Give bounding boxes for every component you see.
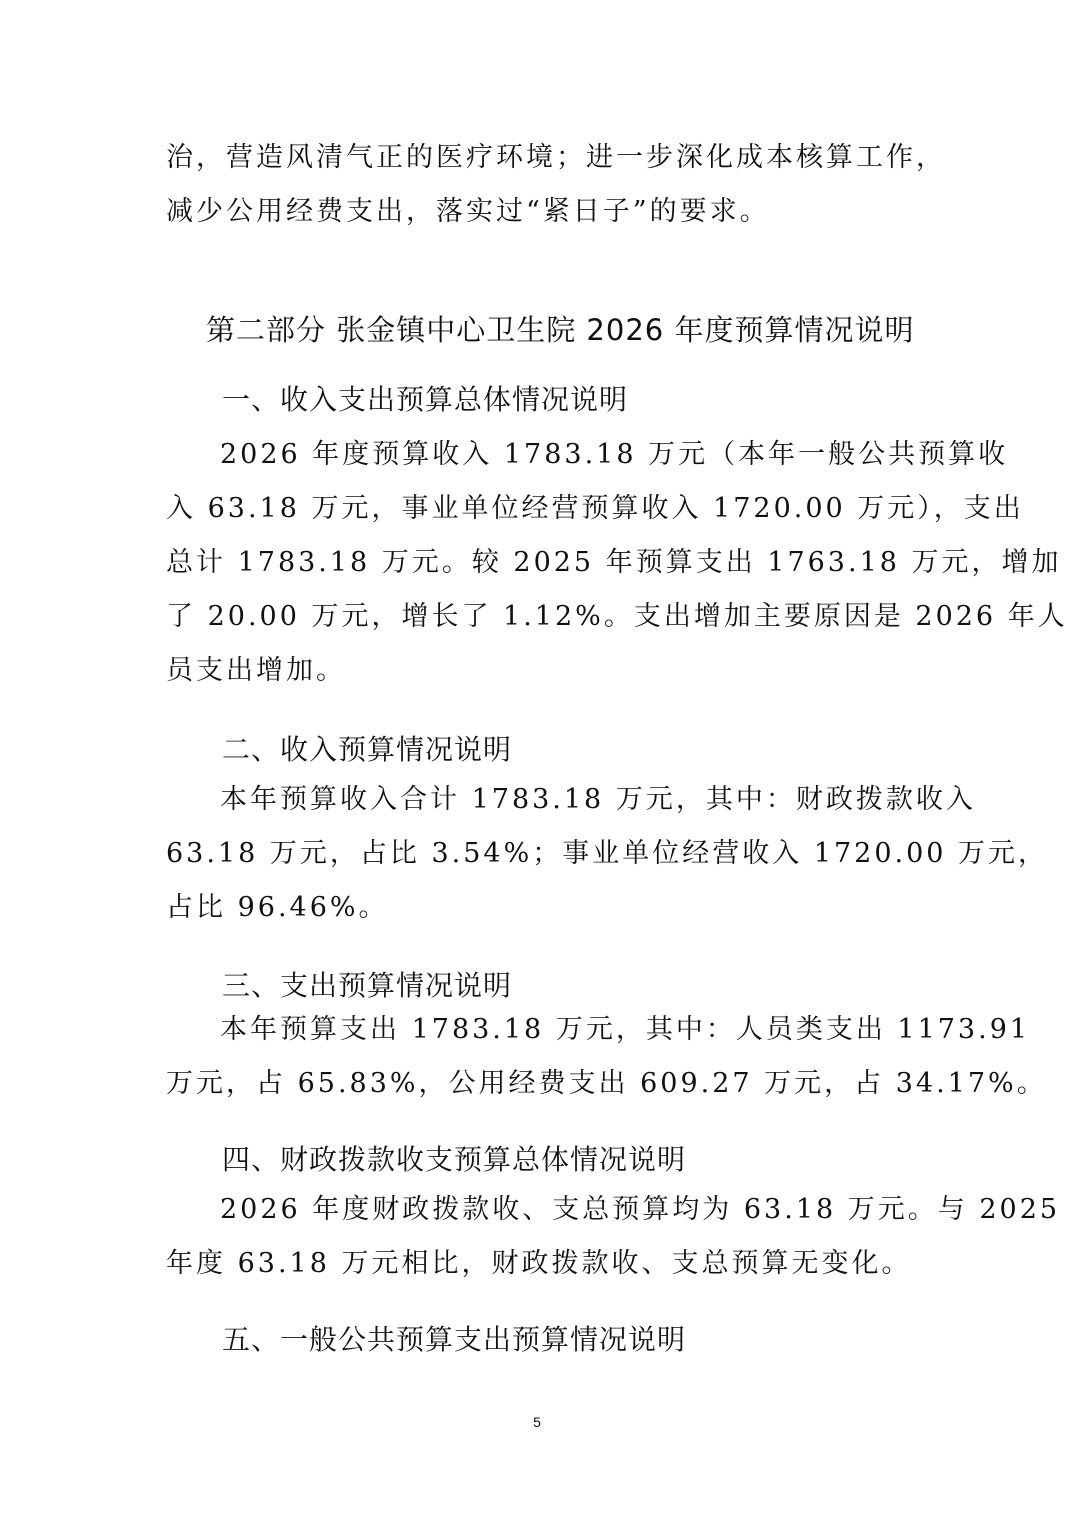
paragraph-line: 治，营造风清气正的医疗环境；进一步深化成本核算工作，: [166, 142, 946, 173]
section-heading-1: 一、收入支出预算总体情况说明: [222, 383, 629, 416]
paragraph-line: 减少公用经费支出，落实过“紧日子”的要求。: [166, 196, 770, 227]
section-4-body: [166, 1183, 1060, 1291]
paragraph-line: 本年预算支出 1783.18 万元，其中：人员类支出 1173.91: [220, 1014, 1031, 1045]
paragraph-line: 入 63.18 万元，事业单位经营预算收入 1720.00 万元），支出: [166, 493, 1024, 524]
paragraph-line: 2026 年度预算收入 1783.18 万元（本年一般公共预算收: [220, 439, 1009, 470]
section-heading-4: 四、财政拨款收支预算总体情况说明: [222, 1143, 687, 1176]
part-title: 第二部分 张金镇中心卫生院 2026 年度预算情况说明: [206, 313, 915, 347]
paragraph-line: 员支出增加。: [166, 655, 346, 686]
section-2-body: [166, 773, 1048, 935]
section-heading-5: 五、一般公共预算支出预算情况说明: [222, 1323, 687, 1356]
paragraph-line: 占比 96.46%。: [166, 892, 389, 923]
paragraph-line: 2026 年度财政拨款收、支总预算均为 63.18 万元。与 2025: [220, 1194, 1061, 1225]
paragraph-line: 年度 63.18 万元相比，财政拨款收、支总预算无变化。: [166, 1248, 912, 1279]
paragraph-line: 了 20.00 万元，增长了 1.12%。支出增加主要原因是 2026 年人: [166, 601, 1068, 632]
paragraph-line: 总计 1783.18 万元。较 2025 年预算支出 1763.18 万元，增加: [166, 547, 1062, 578]
page-number: 5: [533, 1414, 541, 1430]
section-heading-3: 三、支出预算情况说明: [222, 969, 513, 1002]
intro-paragraph: [166, 131, 946, 239]
paragraph-line: 63.18 万元，占比 3.54%；事业单位经营收入 1720.00 万元，: [166, 838, 1049, 869]
paragraph-line: 本年预算收入合计 1783.18 万元，其中：财政拨款收入: [220, 784, 976, 815]
section-heading-2: 二、收入预算情况说明: [222, 733, 513, 766]
section-3-body: [166, 1003, 1047, 1111]
paragraph-line: 万元，占 65.83%，公用经费支出 609.27 万元，占 34.17%。: [166, 1068, 1047, 1099]
section-1-body: [166, 428, 1068, 698]
